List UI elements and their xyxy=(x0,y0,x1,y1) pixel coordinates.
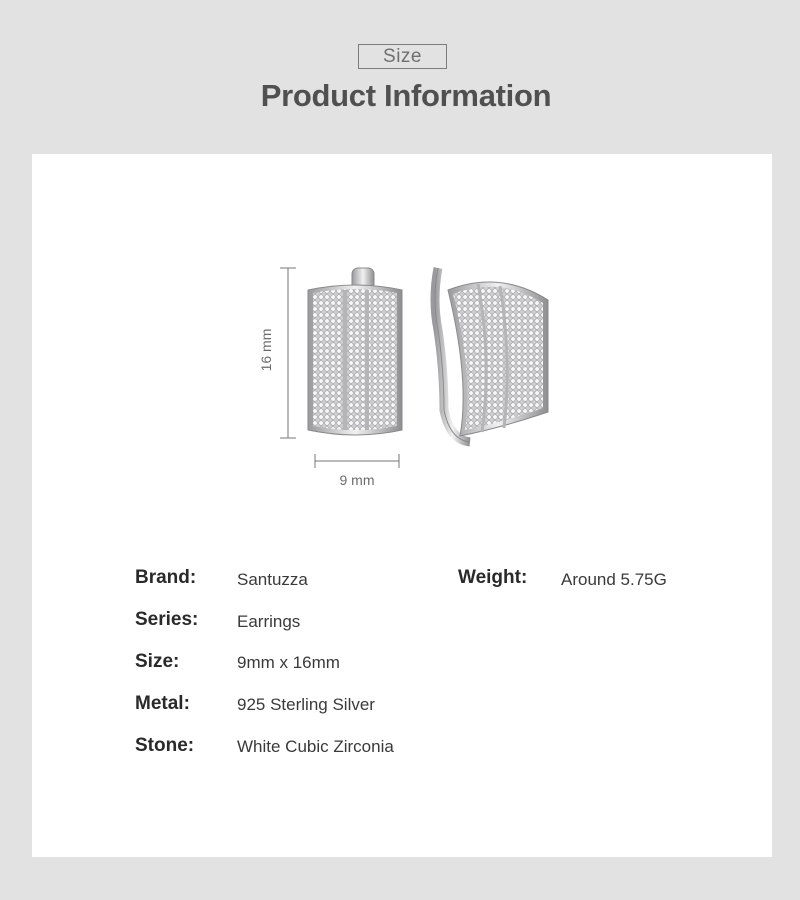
metal-label: Metal: xyxy=(135,693,190,714)
stone-label: Stone: xyxy=(135,735,195,756)
earring-front-view xyxy=(308,268,402,435)
brand-value: Santuzza xyxy=(237,570,308,589)
height-dimension-line xyxy=(280,268,296,438)
series-value: Earrings xyxy=(237,612,301,631)
metal-value: 925 Sterling Silver xyxy=(237,695,375,714)
page-title: Product Information xyxy=(260,78,552,113)
stone-value: White Cubic Zirconia xyxy=(237,737,394,756)
series-label: Series: xyxy=(135,609,199,630)
width-dimension-line xyxy=(315,454,399,468)
size-value: 9mm x 16mm xyxy=(237,653,340,672)
size-tag: Size xyxy=(358,44,447,69)
width-dimension-label: 9 mm xyxy=(339,472,375,488)
earring-side-view xyxy=(435,268,548,442)
weight-label: Weight: xyxy=(458,567,528,588)
weight-value: Around 5.75G xyxy=(561,570,667,589)
size-label: Size: xyxy=(135,651,180,672)
height-dimension-label: 16 mm xyxy=(258,328,274,372)
brand-label: Brand: xyxy=(135,567,197,588)
